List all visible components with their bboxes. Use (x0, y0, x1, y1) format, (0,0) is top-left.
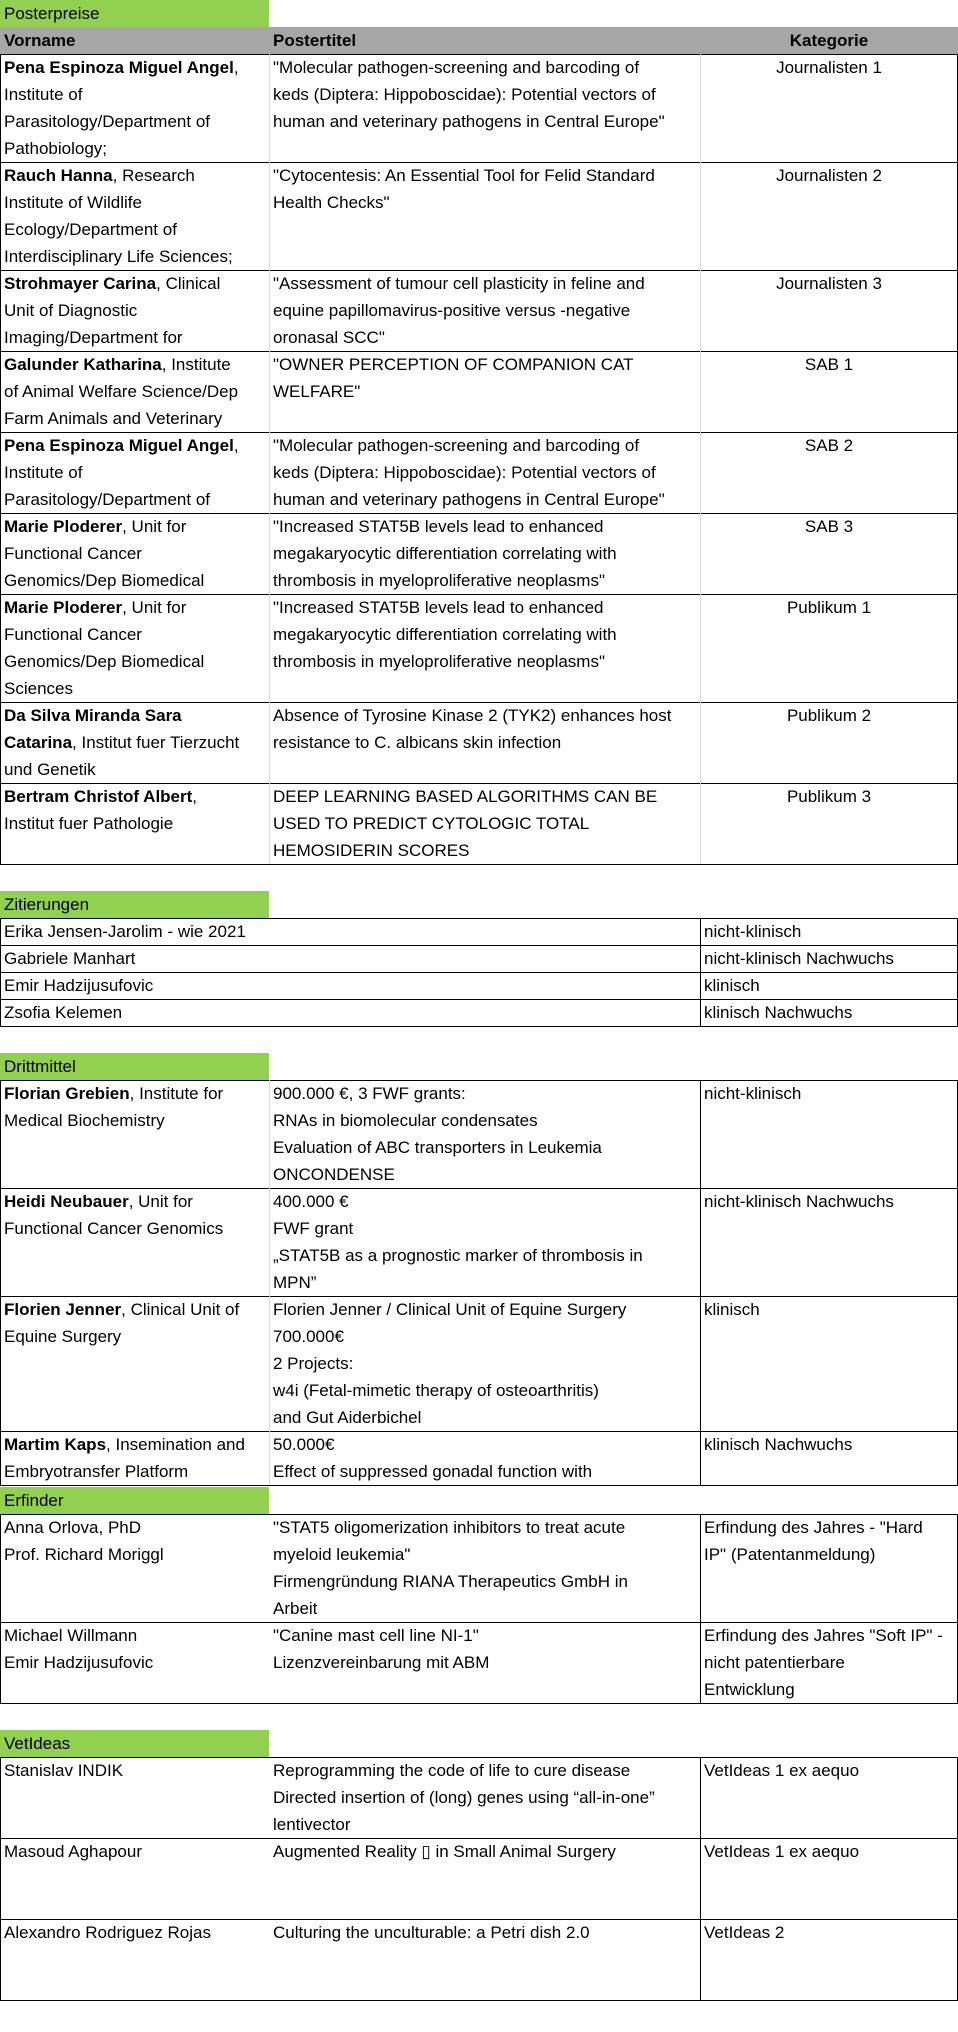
affiliation: , Clinical Unit of Equine Surgery (4, 1300, 240, 1346)
affiliation: , Unit for Functional Cancer Genomics/Dep Biomedical (4, 517, 205, 590)
affiliation: , Clinical Unit of Diagnostic Imaging/Department for (4, 274, 221, 347)
table-row (0, 1431, 958, 1485)
table-row (0, 1622, 958, 1703)
name-cell (0, 783, 269, 864)
title-cell (269, 1838, 700, 1919)
category-cell: klinisch (704, 976, 760, 995)
column-border (700, 54, 701, 864)
category-cell: SAB 1 (804, 355, 854, 374)
person-name: Martim Kaps (4, 1435, 107, 1454)
person-name: Michael Willmann Emir Hadzijusufovic (4, 1626, 154, 1672)
table-row (0, 1757, 958, 1838)
section-header-row (0, 1053, 958, 1080)
affiliation: , Unit for Functional Cancer Genomics (4, 1192, 224, 1238)
table-row (0, 783, 958, 864)
category-cell: Publikum 3 (786, 787, 872, 806)
row-border (0, 783, 958, 784)
category-cell: SAB 3 (804, 517, 854, 536)
person-name: Zsofia Kelemen (4, 1003, 123, 1022)
name-cell (0, 1622, 269, 1703)
title-cell (269, 351, 700, 432)
category-cell: Erfindung des Jahres - "Hard IP" (Patentanmeldung) (704, 1518, 923, 1564)
name-cell (0, 162, 269, 270)
column-header-col3: Kategorie (700, 27, 958, 54)
row-border (0, 54, 958, 55)
column-border (0, 1514, 1, 1703)
column-border (700, 1514, 701, 1703)
category-cell: klinisch Nachwuchs (704, 1435, 853, 1454)
table-row (0, 1919, 958, 2000)
title-text: "Assessment of tumour cell plasticity in feline and equine papillomavirus-positive versus -negative oronasal SCC" (273, 274, 645, 347)
title-cell (269, 1431, 700, 1485)
title-cell (269, 432, 700, 513)
title-cell (269, 54, 700, 162)
column-border (0, 918, 1, 1026)
row-border (0, 351, 958, 352)
affiliation: , Research Institute of Wildlife Ecology/Department of Interdisciplinary Life Sciences; (4, 166, 233, 266)
title-text: "STAT5 oligomerization inhibitors to treat acute myeloid leukemia" Firmengründung RIANA Therapeutics GmbH in Arbeit (273, 1518, 628, 1618)
person-name: Heidi Neubauer (4, 1192, 129, 1211)
table-row (0, 1188, 958, 1296)
affiliation: , Institute for Medical Biochemistry (4, 1084, 224, 1130)
name-cell (0, 1757, 269, 1838)
name-cell (0, 351, 269, 432)
affiliation: , Institute of Parasitology/Department of Pathobiology; (4, 58, 239, 158)
title-text: "Cytocentesis: An Essential Tool for Felid Standard Health Checks" (273, 166, 655, 212)
person-name: Rauch Hanna (4, 166, 113, 185)
row-border (0, 1485, 958, 1486)
person-name: Bertram Christof Albert (4, 787, 193, 806)
category-cell: nicht-klinisch Nachwuchs (704, 1192, 894, 1211)
person-name: Galunder Katharina (4, 355, 162, 374)
table-row (0, 594, 958, 702)
column-border (700, 918, 701, 1026)
table-row (0, 999, 958, 1026)
row-border (0, 432, 958, 433)
name-cell (0, 945, 269, 972)
title-cell (269, 1188, 700, 1296)
category-cell: VetIdeas 2 (704, 1923, 785, 1942)
affiliation: , Institut fuer Pathologie (4, 787, 198, 833)
column-border (269, 1080, 270, 1485)
person-name: Anna Orlova, PhD Prof. Richard Moriggl (4, 1518, 164, 1564)
title-text: 400.000 € FWF grant „STAT5B as a prognostic marker of thrombosis in MPN” (273, 1192, 643, 1292)
affiliation: , Unit for Functional Cancer Genomics/Dep Biomedical Sciences (4, 598, 205, 698)
title-cell (269, 945, 700, 972)
row-border (0, 162, 958, 163)
name-cell (0, 1514, 269, 1622)
title-text: 900.000 €, 3 FWF grants: RNAs in biomolecular condensates Evaluation of ABC transporters in Leukemia ONCONDENSE (273, 1084, 602, 1184)
person-name: Marie Ploderer (4, 598, 123, 617)
title-text: "Increased STAT5B levels lead to enhanced megakaryocytic differentiation correlating with thrombosis in myeloproliferative neoplasms" (273, 598, 617, 671)
category-cell: Journalisten 1 (776, 58, 882, 77)
person-name: Erika Jensen-Jarolim - wie 2021 (4, 922, 246, 941)
title-cell (269, 594, 700, 702)
row-border (0, 2000, 958, 2001)
title-text: "Canine mast cell line NI-1" Lizenzvereinbarung mit ABM (273, 1626, 490, 1672)
category-cell: nicht-klinisch (704, 1084, 802, 1103)
title-text: 50.000€ Effect of suppressed gonadal function with (273, 1435, 593, 1481)
category-cell: Journalisten 2 (776, 166, 882, 185)
category-cell: klinisch (704, 1300, 760, 1319)
section-label: Erfinder (0, 1487, 269, 1514)
section-header-row (0, 891, 958, 918)
affiliation: , Institut fuer Tierzucht und Genetik (4, 733, 240, 779)
table-row (0, 1080, 958, 1188)
person-name: Masoud Aghapour (4, 1842, 142, 1861)
column-border (700, 1080, 701, 1485)
name-cell (0, 999, 269, 1026)
title-text: Culturing the unculturable: a Petri dish 2.0 (273, 1923, 590, 1942)
title-cell (269, 1080, 700, 1188)
person-name: Stanislav INDIK (4, 1761, 124, 1780)
column-border (700, 1757, 701, 2000)
title-cell (269, 1296, 700, 1431)
title-cell (269, 918, 700, 945)
title-cell (269, 1757, 700, 1838)
section-label: Drittmittel (0, 1053, 269, 1080)
person-name: Pena Espinoza Miguel Angel (4, 58, 234, 77)
name-cell (0, 594, 269, 702)
person-name: Florien Jenner (4, 1300, 122, 1319)
section-label: VetIdeas (0, 1730, 269, 1757)
title-cell (269, 972, 700, 999)
table-row (0, 162, 958, 270)
row-border (0, 864, 958, 865)
table-row (0, 972, 958, 999)
name-cell (0, 1188, 269, 1296)
title-cell (269, 162, 700, 270)
column-border (0, 1757, 1, 2000)
row-border (0, 1026, 958, 1027)
table-row (0, 1514, 958, 1622)
title-text: "Molecular pathogen-screening and barcoding of keds (Diptera: Hippoboscidae): Potential vectors of human and veterinary pathogens in Central Europe" (273, 436, 665, 509)
person-name: Marie Ploderer (4, 517, 123, 536)
title-cell (269, 783, 700, 864)
title-cell (269, 1919, 700, 2000)
column-border (0, 1080, 1, 1485)
title-cell (269, 270, 700, 351)
section-label: Posterpreise (0, 0, 269, 27)
section-header-row (0, 1487, 958, 1514)
table-row (0, 351, 958, 432)
column-header-col1: Vorname (0, 27, 269, 54)
title-text: DEEP LEARNING BASED ALGORITHMS CAN BE USED TO PREDICT CYTOLOGIC TOTAL HEMOSIDERIN SCORES (273, 787, 658, 860)
person-name: Strohmayer Carina (4, 274, 157, 293)
section-header-row (0, 1730, 958, 1757)
title-text: Reprogramming the code of life to cure disease Directed insertion of (long) genes using “all-in-one” lentivector (273, 1761, 655, 1834)
table-row (0, 702, 958, 783)
name-cell (0, 702, 269, 783)
category-cell: SAB 2 (804, 436, 854, 455)
category-cell: VetIdeas 1 ex aequo (704, 1761, 860, 1780)
title-cell (269, 999, 700, 1026)
title-cell (269, 513, 700, 594)
name-cell (0, 1838, 269, 1919)
name-cell (0, 1080, 269, 1188)
category-cell: nicht-klinisch Nachwuchs (704, 949, 894, 968)
table-row (0, 270, 958, 351)
affiliation: , Institute of Parasitology/Department of (4, 436, 239, 509)
name-cell (0, 432, 269, 513)
row-border (0, 594, 958, 595)
section-header-row (0, 0, 958, 27)
title-cell (269, 1514, 700, 1622)
category-cell: Erfindung des Jahres "Soft IP" - nicht patentierbare Entwicklung (704, 1626, 943, 1699)
name-cell (0, 54, 269, 162)
title-cell (269, 1622, 700, 1703)
table-row (0, 54, 958, 162)
person-name: Gabriele Manhart (4, 949, 136, 968)
column-header-col2: Postertitel (269, 27, 700, 54)
name-cell (0, 513, 269, 594)
column-header-row (0, 27, 958, 54)
person-name: Pena Espinoza Miguel Angel (4, 436, 234, 455)
table-row (0, 918, 958, 945)
person-name: Alexandro Rodriguez Rojas (4, 1923, 211, 1942)
person-name: Florian Grebien (4, 1084, 130, 1103)
name-cell (0, 1919, 269, 2000)
title-text: Florien Jenner / Clinical Unit of Equine Surgery 700.000€ 2 Projects: w4i (Fetal-mimetic therapy of osteoarthritis) and Gut Aiderbichel (273, 1300, 627, 1427)
name-cell (0, 972, 269, 999)
name-cell (0, 270, 269, 351)
title-text: Augmented Reality ▯ in Small Animal Surgery (273, 1842, 616, 1861)
column-border (269, 54, 270, 864)
row-border (0, 270, 958, 271)
table-row (0, 432, 958, 513)
category-cell: VetIdeas 1 ex aequo (704, 1842, 860, 1861)
title-text: "Increased STAT5B levels lead to enhanced megakaryocytic differentiation correlating with thrombosis in myeloproliferative neoplasms" (273, 517, 617, 590)
section-label: Zitierungen (0, 891, 269, 918)
title-cell (269, 702, 700, 783)
table-row (0, 1296, 958, 1431)
table-row (0, 513, 958, 594)
table-row (0, 945, 958, 972)
category-cell: klinisch Nachwuchs (704, 1003, 853, 1022)
person-name: Da Silva Miranda Sara Catarina (4, 706, 182, 752)
column-border (0, 54, 1, 864)
name-cell (0, 1296, 269, 1431)
affiliation: , Insemination and Embryotransfer Platform (4, 1435, 245, 1481)
category-cell: Journalisten 3 (776, 274, 882, 293)
name-cell (0, 1431, 269, 1485)
row-border (0, 702, 958, 703)
affiliation: , Institute of Animal Welfare Science/Dep Farm Animals and Veterinary (4, 355, 239, 428)
title-text: "Molecular pathogen-screening and barcoding of keds (Diptera: Hippoboscidae): Potential vectors of human and veterinary pathogens in Central Europe" (273, 58, 665, 131)
row-border (0, 513, 958, 514)
title-text: "OWNER PERCEPTION OF COMPANION CAT WELFARE" (273, 355, 634, 401)
category-cell: nicht-klinisch (704, 922, 802, 941)
category-cell: Publikum 2 (786, 706, 872, 725)
row-border (0, 1703, 958, 1704)
name-cell (0, 918, 269, 945)
person-name: Emir Hadzijusufovic (4, 976, 154, 995)
table-row (0, 1838, 958, 1919)
title-text: Absence of Tyrosine Kinase 2 (TYK2) enhances host resistance to C. albicans skin infection (273, 706, 672, 752)
category-cell: Publikum 1 (786, 598, 872, 617)
